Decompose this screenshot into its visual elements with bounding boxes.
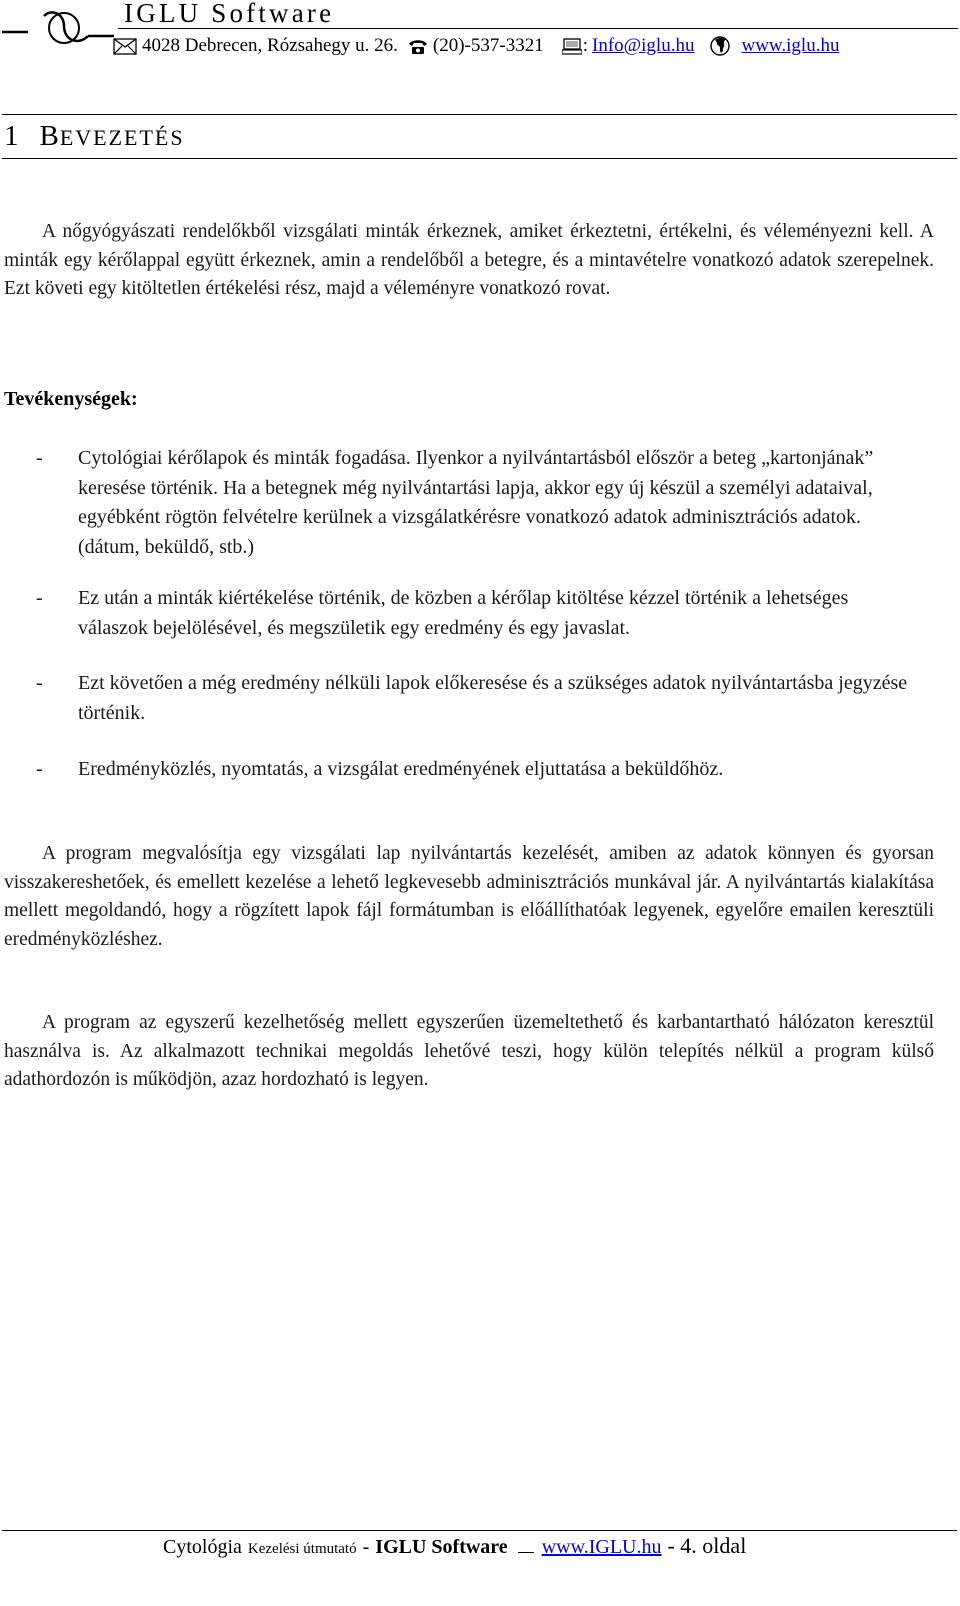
company-name: IGLU Software [124,0,335,28]
chapter-title-rest: EVEZETÉS [59,125,185,150]
contact-line [113,35,839,57]
chapter-rule-bottom [2,158,957,159]
footer-subtitle: Kezelési útmutató [247,1541,357,1557]
intro-paragraph: A nőgyógyászati rendelőkből vizsgálati minták érkeznek, amiket érkeztetni, értékelni, és véleményezni kell. A minták egy kérőlappal együtt érkeznek, amin a rendelőből a betegre, és a mintavételre vonatkozó adatok szerepelnek. Ezt követi egy kitöltetlen értékelési rész, majd a véleményre vonatkozó rovat. [4,221,934,299]
address-text: 4028 Debrecen, Rózsahegy u. 26. [142,35,398,56]
chapter-heading [4,120,185,153]
list-item-text: Eredményközlés, nyomtatás, a vizsgálat eredményének eljuttatása a beküldőhöz. [78,758,724,780]
envelope-icon [113,38,137,55]
page-footer [163,1533,746,1559]
website-link[interactable]: www.iglu.hu [741,35,840,56]
header-divider [118,28,958,29]
list-item-text: Cytológiai kérőlapok és minták fogadása. Ilyenkor a nyilvántartásból először a beteg „kartonjának” keresése történik. Ha a betegnek még nyilvántartási lapja, akkor egy új készül a személyi adataival, egyébként rögtön felvételre kerülnek a vizsgálatkérésre vonatkozó adatok adminisztrációs adatok. (dátum, beküldő, stb.) [78,447,874,558]
list-item: - Ezt követően a még eredmény nélküli lapok előkeresése és a szükséges adatok nyilvántartásba jegyzése történik. [36,669,916,728]
list-item-text: Ez után a minták kiértékelése történik, de közben a kérőlap kitöltése kézzel történik a lehetséges válaszok bejelölésével, és megszületik egy eredmény és egy javaslat. [78,587,849,639]
footer-divider [2,1530,957,1531]
footer-separator: - [362,1536,370,1558]
chapter-number: 1 [4,120,20,152]
operation-paragraph: A program az egyszerű kezelhetőség mellett egyszerűen üzemeltethető és karbantartható hálózaton keresztül használva is. Az alkalmazott technikai megoldás lehetővé teszi, hogy külön telepítés nélkül a program külső adathordozón is működjön, azaz hordozható is legyen. [4,1012,934,1090]
footer-doc-title: Cytológia [163,1536,242,1558]
chapter-rule-top [2,114,957,115]
footer-website-link[interactable]: www.IGLU.hu [541,1536,662,1558]
page-number: - 4. oldal [667,1533,747,1558]
footer-company: IGLU Software [375,1536,508,1558]
list-item: - Cytológiai kérőlapok és minták fogadása. Ilyenkor a nyilvántartásból először a beteg „kartonjának” keresése történik. Ha a betegnek még nyilvántartási lapja, akkor egy új készül a személyi adataival, egyébként rögtön felvételre kerülnek a vizsgálatkérésre vonatkozó adatok adminisztrációs adatok. (dátum, beküldő, stb.) [36,444,916,562]
chapter-title-initial: B [39,120,60,152]
iglu-logo-icon [2,6,114,50]
page-header [0,0,960,70]
program-paragraph: A program megvalósítja egy vizsgálati lap nyilvántartás kezelését, amiben az adatok könnyen és gyorsan visszakereshetőek, és emellett kezelése a lehető legkevesebb adminisztrációs munkával jár. A nyilvántartás kialakítása mellett megoldandó, hogy a rögzített lapok fájl formátumban is előállíthatóak legyenek, egyelőre emailen keresztüli eredményközléshez. [4,843,934,950]
footer-dash [518,1552,534,1553]
list-item: - Ez után a minták kiértékelése történik, de közben a kérőlap kitöltése kézzel történik a lehetséges válaszok bejelölésével, és megszületik egy eredmény és egy javaslat. [36,584,916,643]
phone-text: (20)-537-3321 [432,35,544,56]
phone-icon [408,38,428,55]
list-item-text: Ezt követően a még eredmény nélküli lapok előkeresése és a szükséges adatok nyilvántartásba jegyzése történik. [78,672,908,724]
globe-icon [710,36,730,56]
email-prefix: : [582,35,588,56]
list-item: - Eredményközlés, nyomtatás, a vizsgálat eredményének eljuttatása a beküldőhöz. [36,755,916,785]
email-link[interactable]: Info@iglu.hu [592,35,695,56]
computer-icon [562,38,582,55]
activities-title: Tevékenységek: [4,388,138,410]
